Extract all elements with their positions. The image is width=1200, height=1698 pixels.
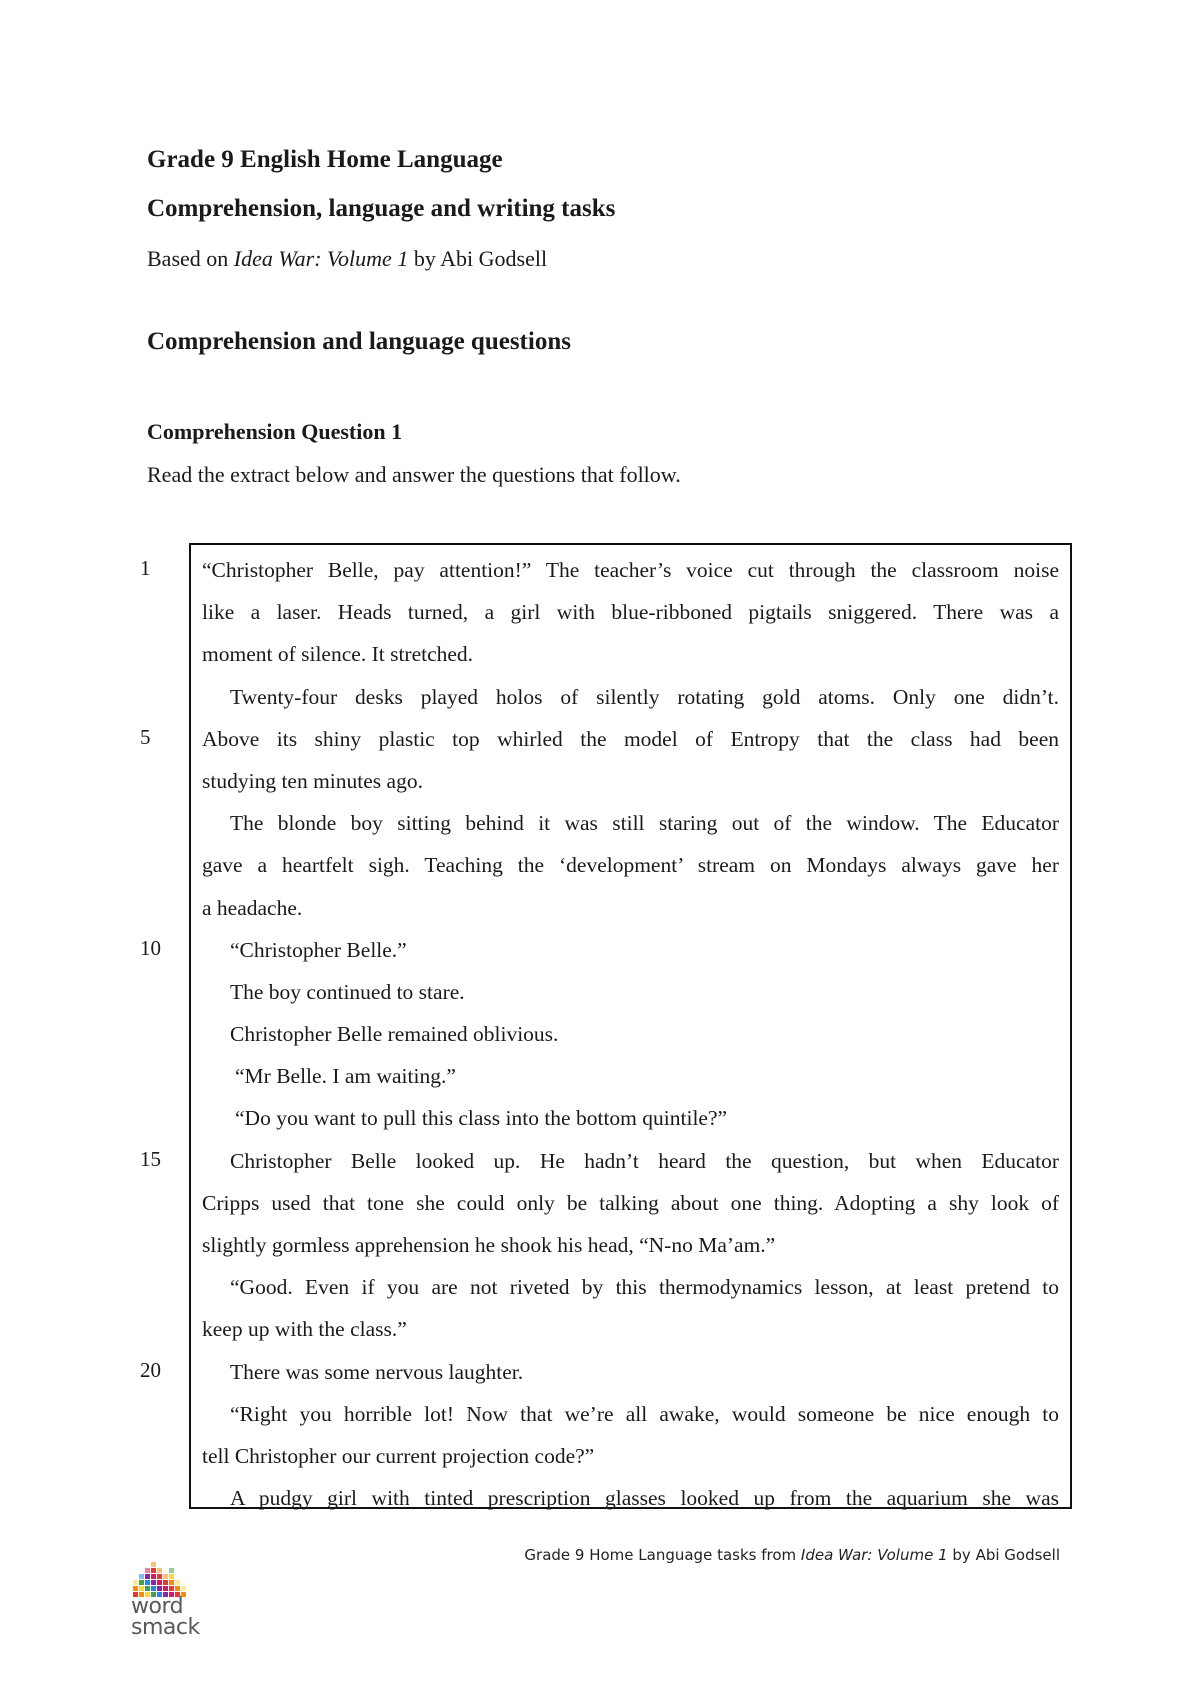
extract-line: “Christopher Belle, pay attention!” The teacher’s voice cut through the classroom noise (202, 558, 1059, 582)
extract-line: There was some nervous laughter. (230, 1359, 524, 1384)
extract-line: “Do you want to pull this class into the bottom quintile?” (235, 1106, 728, 1131)
source-line (147, 246, 547, 272)
line-number: 10 (140, 936, 161, 960)
line-number: 1 (140, 556, 151, 580)
extract-line: “Right you horrible lot! Now that we’re all awake, would someone be nice enough to (230, 1401, 1059, 1426)
extract-line: The boy continued to stare. (230, 979, 465, 1004)
extract-line: gave a heartfelt sigh. Teaching the ‘development’ stream on Mondays always gave her (202, 853, 1059, 878)
source-suffix: by Abi Godsell (408, 246, 548, 271)
extract-line: moment of silence. It stretched. (202, 642, 474, 667)
extract-line: slightly gormless apprehension he shook his head, “N-no Ma’am.” (202, 1233, 776, 1257)
logo-text-line2: smack (131, 1615, 200, 1640)
extract-line: “Mr Belle. I am waiting.” (235, 1064, 456, 1089)
footer-book-title: Idea War: Volume 1 (800, 1546, 948, 1564)
extract-line: a headache. (202, 895, 303, 920)
extract-box (189, 543, 1072, 1509)
extract-line: Christopher Belle looked up. He hadn’t heard the question, but when Educator (230, 1148, 1059, 1173)
document-title: Grade 9 English Home Language (147, 146, 503, 173)
source-book-title: Idea War: Volume 1 (233, 246, 409, 271)
line-number: 15 (140, 1147, 161, 1171)
extract-line: Twenty-four desks played holos of silently rotating gold atoms. Only one didn’t. (230, 684, 1059, 709)
extract-line: Cripps used that tone she could only be talking about one thing. Adopting a shy look of (202, 1190, 1059, 1215)
line-number: 20 (140, 1358, 161, 1382)
document-subtitle: Comprehension, language and writing tasks (147, 195, 616, 222)
page-footer (524, 1546, 1060, 1564)
logo-text (131, 1596, 200, 1638)
extract-line: tell Christopher our current projection code?” (202, 1443, 595, 1468)
question-title: Comprehension Question 1 (147, 419, 403, 444)
footer-suffix: by Abi Godsell (947, 1546, 1060, 1564)
extract-line: “Good. Even if you are not riveted by this thermodynamics lesson, at least pretend to (230, 1275, 1059, 1300)
question-instruction: Read the extract below and answer the questions that follow. (147, 462, 681, 487)
source-prefix: Based on (147, 246, 234, 271)
extract-line: Above its shiny plastic top whirled the model of Entropy that the class had been (202, 726, 1059, 751)
extract-line: The blonde boy sitting behind it was still staring out of the window. The Educator (230, 811, 1059, 836)
extract-line: A pudgy girl with tinted prescription glasses looked up from the aquarium she was (230, 1486, 1059, 1511)
line-number: 5 (140, 725, 151, 749)
extract-line: “Christopher Belle.” (230, 937, 407, 962)
extract-line: Christopher Belle remained oblivious. (230, 1022, 559, 1047)
extract-line: keep up with the class.” (202, 1317, 407, 1342)
extract-line: like a laser. Heads turned, a girl with blue-ribboned pigtails sniggered. There was a (202, 600, 1059, 625)
section-heading: Comprehension and language questions (147, 328, 571, 355)
footer-prefix: Grade 9 Home Language tasks from (524, 1546, 801, 1564)
logo-text-line1: word (131, 1594, 184, 1619)
extract-line: studying ten minutes ago. (202, 768, 423, 793)
